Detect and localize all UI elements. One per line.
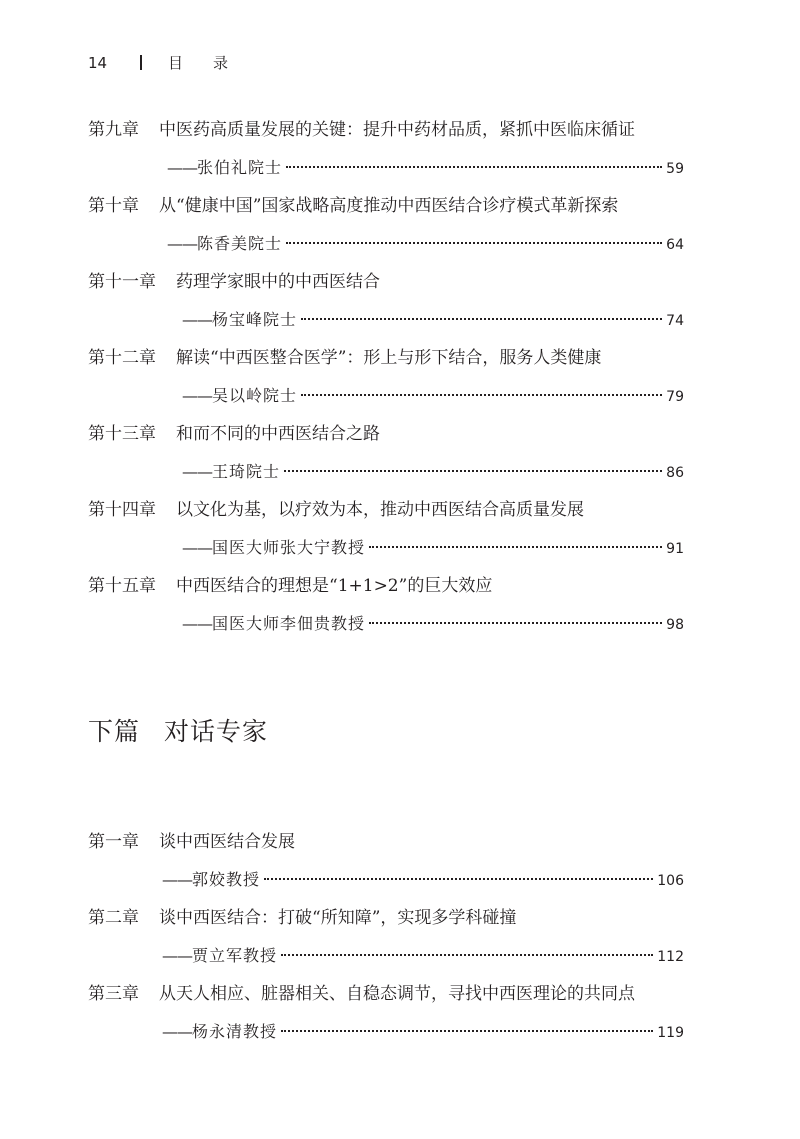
chapter-number: 第一章: [88, 832, 139, 852]
chapter-number: 第二章: [88, 908, 139, 928]
chapter-author: 贾立军教授: [192, 946, 278, 965]
chapter-title: 药理学家眼中的中西医结合: [176, 272, 380, 292]
chapter-author: 郭姣教授: [192, 870, 261, 889]
dash: ——: [182, 538, 212, 557]
dash: ——: [162, 1022, 192, 1041]
chapter-number: 第十五章: [88, 576, 156, 596]
chapter-number: 第十二章: [88, 348, 156, 368]
dot-leader: [281, 1030, 653, 1032]
toc-entry[interactable]: [88, 498, 684, 560]
chapter-title: 从“健康中国”国家战略高度推动中西医结合诊疗模式革新探索: [159, 196, 619, 216]
chapter-number: 第三章: [88, 984, 139, 1004]
chapter-page: 59: [666, 161, 684, 177]
toc-entry[interactable]: [88, 906, 684, 968]
toc-entry[interactable]: [88, 422, 684, 484]
dot-leader: [301, 394, 662, 396]
dash: ——: [162, 870, 192, 889]
chapter-page: 79: [666, 389, 684, 405]
chapter-number: 第九章: [88, 120, 139, 140]
dot-leader: [281, 954, 653, 956]
dash: ——: [182, 614, 212, 633]
chapter-title: 谈中西医结合：打破“所知障”，实现多学科碰撞: [159, 908, 517, 928]
chapter-author: 陈香美院士: [197, 234, 283, 253]
dash: ——: [182, 310, 212, 329]
chapter-title: 中医药高质量发展的关键：提升中药材品质，紧抓中医临床循证: [159, 120, 635, 140]
chapter-number: 第十四章: [88, 500, 156, 520]
part-title: 对话专家: [164, 717, 269, 746]
chapter-title: 谈中西医结合发展: [159, 832, 295, 852]
toc-entry[interactable]: [88, 574, 684, 636]
chapter-author: 吴以岭院士: [212, 386, 298, 405]
chapter-page: 91: [666, 541, 684, 557]
chapter-author: 张伯礼院士: [197, 158, 283, 177]
dot-leader: [286, 242, 662, 244]
chapter-author: 国医大师李佃贵教授: [212, 614, 366, 633]
chapter-page: 98: [666, 617, 684, 633]
running-header: [88, 52, 258, 73]
chapter-page: 119: [657, 1025, 684, 1041]
chapter-number: 第十三章: [88, 424, 156, 444]
dot-leader: [264, 878, 653, 880]
chapter-title: 中西医结合的理想是“1+1>2”的巨大效应: [176, 576, 493, 596]
toc-entry[interactable]: [88, 194, 684, 256]
dot-leader: [284, 470, 662, 472]
dot-leader: [301, 318, 662, 320]
dot-leader: [369, 622, 662, 624]
chapter-title: 从天人相应、脏器相关、自稳态调节，寻找中西医理论的共同点: [159, 984, 635, 1004]
toc-entry[interactable]: [88, 982, 684, 1044]
chapter-author: 杨永清教授: [192, 1022, 278, 1041]
header-title: 目录: [168, 54, 259, 72]
chapter-author: 王琦院士: [212, 462, 281, 481]
page-number: 14: [88, 53, 108, 72]
chapter-page: 64: [666, 237, 684, 253]
part-label: 下篇: [88, 717, 141, 746]
chapter-page: 106: [657, 873, 684, 889]
dash: ——: [167, 158, 197, 177]
toc-entry[interactable]: [88, 118, 684, 180]
chapter-title: 解读“中西医整合医学”：形上与形下结合，服务人类健康: [176, 348, 602, 368]
chapter-number: 第十一章: [88, 272, 156, 292]
dash: ——: [182, 462, 212, 481]
chapter-author: 杨宝峰院士: [212, 310, 298, 329]
dot-leader: [369, 546, 662, 548]
toc-entry[interactable]: [88, 830, 684, 892]
toc-entry[interactable]: [88, 346, 684, 408]
dot-leader: [286, 166, 662, 168]
chapter-page: 74: [666, 313, 684, 329]
part-heading: [88, 712, 268, 748]
chapter-title: 以文化为基，以疗效为本，推动中西医结合高质量发展: [176, 500, 584, 520]
dash: ——: [167, 234, 197, 253]
chapter-page: 86: [666, 465, 684, 481]
chapter-title: 和而不同的中西医结合之路: [176, 424, 380, 444]
header-separator: [140, 55, 142, 70]
dash: ——: [162, 946, 192, 965]
chapter-page: 112: [657, 949, 684, 965]
dash: ——: [182, 386, 212, 405]
toc-entry[interactable]: [88, 270, 684, 332]
chapter-author: 国医大师张大宁教授: [212, 538, 366, 557]
chapter-number: 第十章: [88, 196, 139, 216]
